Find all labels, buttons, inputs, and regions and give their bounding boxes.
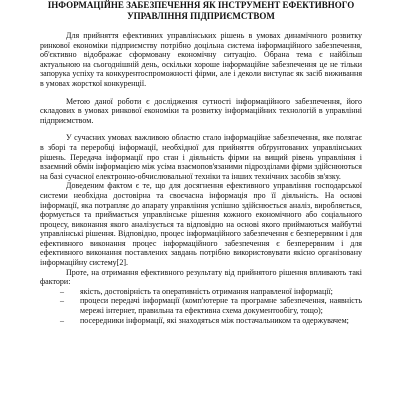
paragraph-intro: Для прийняття ефективних управлінських рішень в умовах динамічного розвитку ринкової економіки підприємству потрібно доцільна система інформаційного забезпечення, об'єктивно відображає сформовану економічну ситуацію. Обрана тема є найбільш актуальною на сьогоднішній день, оскільки хороше інформаційне забезпечення це не тільки запорука успіху та конкурентоспроможності фірми, але і деколи виступає як засіб виживання в умовах жорсткої конкуренції. <box>40 31 362 88</box>
paragraph-gap <box>40 125 362 133</box>
list-item: – якість, достовірність та оперативність отримання направленої інформації; <box>80 287 362 297</box>
paragraph-proven-fact: Доведеним фактом є те, що для досягнення ефективного управління господарської системи необхідна достовірна та своєчасна інформація про її діяльність. На основі інформації, яка потрапляє до апарату управління успішно здійснюється аналіз, виробляється, формується та приймається управлінське рішення кожного економічного або соціального процесу, виконання якого аналізується та відповідно на основі якого приймаються майбутні управлінські рішення. Відповідно, процес інформаційного забезпечення є безперервним і для ефективного виконання процес інформаційного забезпечення є безперервним і для ефективного виконання поставлених завдань потрібно використовувати якісно організовану інформаційну систему[2]. <box>40 181 362 268</box>
paragraph-modern-conditions: У сучасних умовах важливою областю стало інформаційне забезпечення, яке полягає в зборі та переробці інформації, необхідної для прийняття обґрунтованих управлінських рішень. Передача інформації про стан і діяльність фірми на вищий рівень управління і взаємний обмін інформацією між усіма взаємопов'язаними підрозділами фірми здійснюються на базі сучасної електронно-обчислювальної техніки та інших технічних засобів зв'язку. <box>40 133 362 181</box>
paragraph-goal: Метою даної роботи є дослідження сутності інформаційного забезпечення, його складових в умовах ринкової економіки та розвитку інформаційних технологій в управлінні підприємством. <box>40 96 362 125</box>
list-item: – посередники інформації, які знаходяться між постачальником та одержувачем; <box>80 316 362 326</box>
paragraph-factors-intro: Проте, на отримання ефективного результату від прийнятого рішення впливають такі фактори: <box>40 267 362 287</box>
paragraph-gap <box>40 89 362 97</box>
document-title: ІНФОРМАЦІЙНЕ ЗАБЕЗПЕЧЕННЯ ЯК ІНСТРУМЕНТ ЕФЕКТИВНОГО УПРАВЛІННЯ ПІДПРИЄМСТВОМ <box>47 0 355 21</box>
list-item: – процеси передачі інформації (комп'ютерне та програмне забезпечення, наявність мережі інтернет, правильна та ефективна схема документообігу, тощо); <box>80 296 362 315</box>
factors-list <box>40 287 362 325</box>
